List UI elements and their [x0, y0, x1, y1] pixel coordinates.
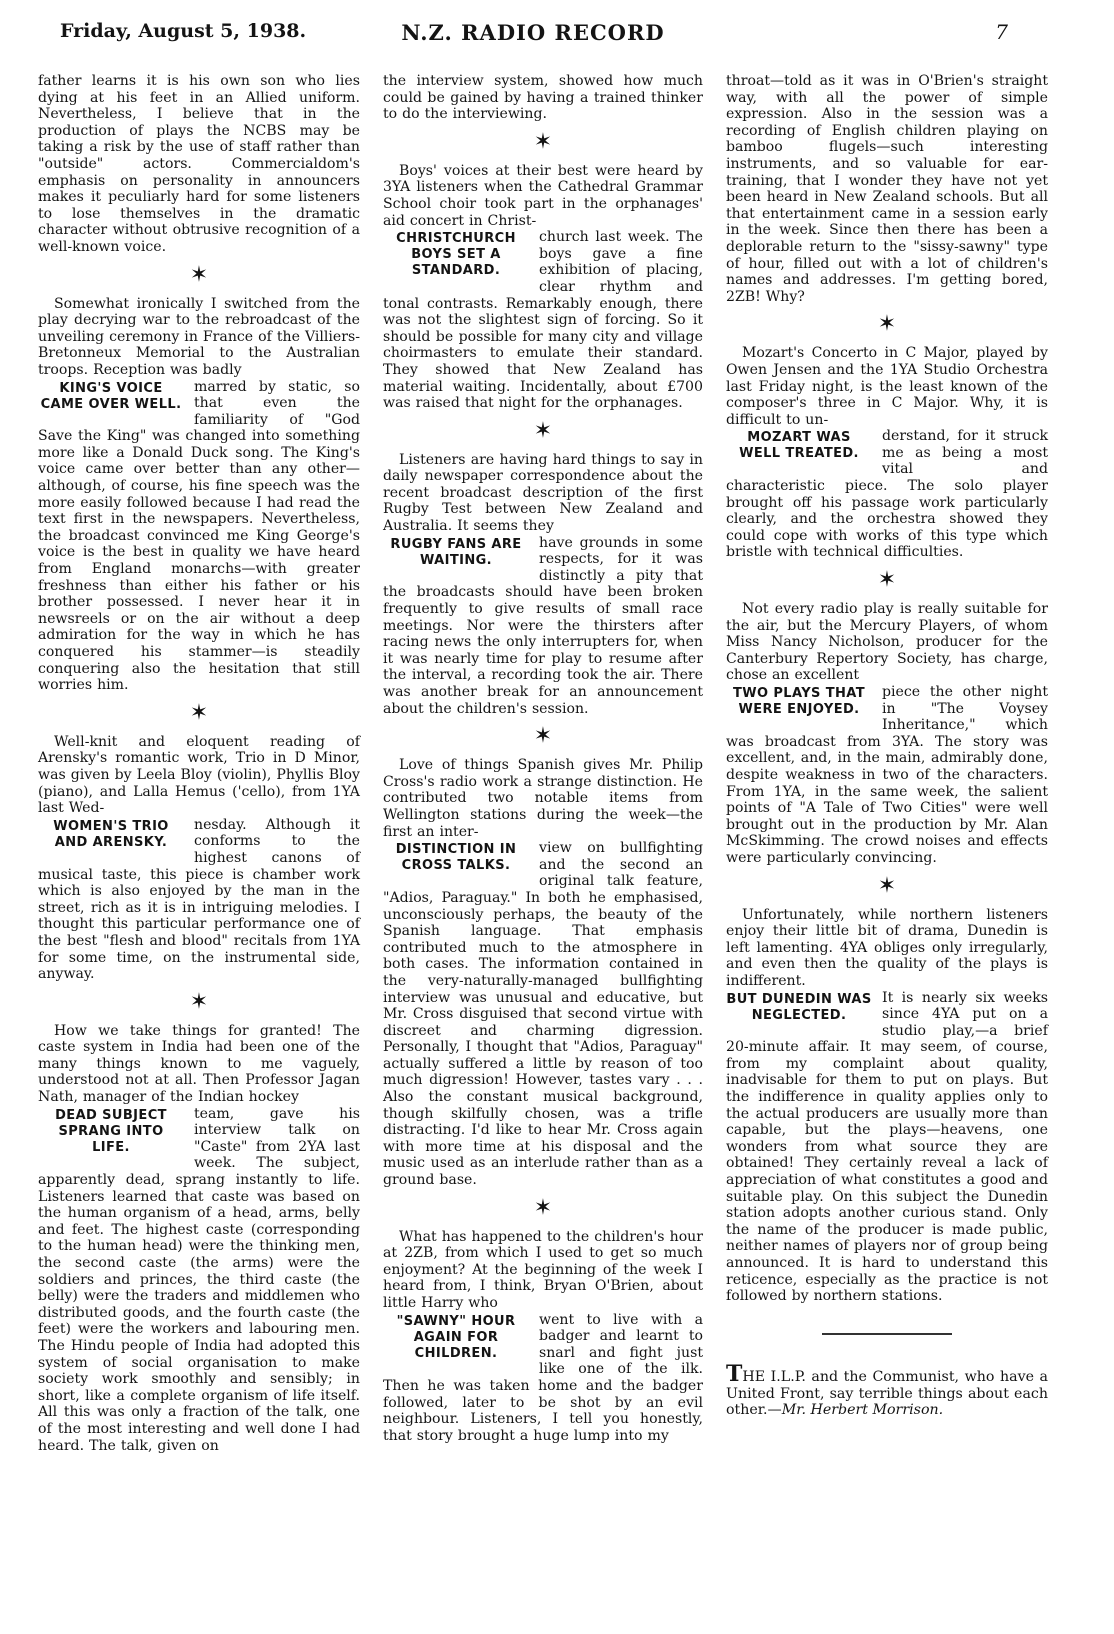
star-icon: ✶	[189, 700, 209, 726]
paragraph: Boys' voices at their best were heard by 3YA listeners when the Cathedral Grammar School choir took part in the orphanages' aid concert in Christ-	[383, 162, 703, 229]
rule-divider	[822, 1333, 952, 1336]
paragraph: have grounds in some respects, for it was distinctly a pity that the broadcasts should have been broken frequently to give results of small race meetings. Nor were the thirsters after racing news the only interrupters for, when it was nearly time for play to resume after the interval, a recording took the air. There was another break for an announcement about the children's session.	[383, 534, 703, 717]
side-heading: "SAWNY" HOUR AGAIN FOR CHILDREN.	[396, 1313, 516, 1361]
star-icon: ✶	[533, 129, 553, 155]
star-icon: ✶	[189, 989, 209, 1015]
paragraph: Not every radio play is really suitable for the air, but the Mercury Players, of whom Miss Nancy Nicholson, producer for the Canterbury Repertory Society, has charge, chose an excellent	[726, 601, 1048, 684]
page-number: 7	[995, 20, 1008, 44]
paragraph: throat—told as it was in O'Brien's straight way, with all the power of simple expression. Also in the session was a recording of English children playing on bamboo flugels—such interesting instruments, and so valuable for ear-training, that I wonder they have not yet been heard in New Zealand schools. But all that entertainment came in a session early in the week. Since then there has been a deplorable return to the "sissy-sawny" type of hour, filled out with a lot of children's names and addresses. I'm getting bored, 2ZB! Why?	[726, 73, 1048, 305]
star-divider	[726, 305, 1048, 345]
paragraph: It is nearly six weeks since 4YA put on a studio play,—a brief 20-minute affair. It may seem, of course, from my complaint about quality, inadvisable for them to put on plays. But the indifference in quality applies only to the actual producers are usually more than capable, but the plays—heavens, one wonders from what source they are obtained! They certainly reveal a lack of appreciation of what constitutes a good and suitable play. On this subject the Dunedin station adopts another curious stand. Only the name of the producer is made public, neither names of players nor of group being announced. It is hard to understand this reticence, especially as the practice is not followed by northern stations.	[726, 989, 1048, 1305]
star-divider	[726, 561, 1048, 601]
paragraph: What has happened to the children's hour at 2ZB, from which I used to get so much enjoyment? At the beginning of the week I heard from, I think, Bryan O'Brien, about little Harry who	[383, 1228, 703, 1311]
drop-cap: T	[726, 1360, 743, 1387]
side-heading: TWO PLAYS THAT WERE ENJOYED.	[733, 686, 865, 717]
side-heading: BUT DUNEDIN WAS NEGLECTED.	[726, 991, 872, 1023]
star-icon: ✶	[533, 418, 553, 444]
paragraph: Mozart's Concerto in C Major, played by Owen Jensen and the 1YA Studio Orchestra last Friday night, is the least known of the composer's three in C Major. Why, it is difficult to un-	[726, 345, 1048, 428]
side-heading: RUGBY FANS ARE WAITING.	[390, 536, 522, 568]
paragraph: the interview system, showed how much could be gained by having a trained thinker to do the interviewing.	[383, 73, 703, 123]
paragraph: Unfortunately, while northern listeners enjoy their little bit of drama, Dunedin is left lamenting. 4YA obliges only irregularly, and even then the quality of the plays is indifferent.	[726, 906, 1048, 989]
side-heading: WOMEN'S TRIO AND ARENSKY.	[53, 818, 169, 850]
star-divider	[38, 983, 360, 1023]
paragraph: derstand, for it struck me as being a most vital and characteristic piece. The solo player brought off his passage work particularly clearly, and the orchestra showed they could cope with works of this type which bristle with technical difficulties.	[726, 428, 1048, 561]
closing-quote	[726, 1360, 1048, 1419]
star-divider	[383, 412, 703, 452]
paragraph: Somewhat ironically I switched from the play decrying war to the rebroadcast of the unveiling ceremony in France of the Villiers-Bretonneux Memorial to the Australian troops. Reception was badly	[38, 295, 360, 378]
star-icon: ✶	[877, 311, 897, 337]
column-3-body	[726, 73, 1048, 1336]
star-icon: ✶	[877, 567, 897, 593]
paragraph: Listeners are having hard things to say in daily newspaper correspondence about the recent broadcast description of the first Rugby Test between New Zealand and Australia. It seems they	[383, 451, 703, 535]
page-header	[58, 20, 1008, 54]
star-icon: ✶	[189, 262, 209, 288]
star-divider	[726, 867, 1048, 907]
paragraph: father learns it is his own son who lies dying at his feet in an Allied uniform. Nevertheless, I believe that in the production of plays the NCBS may be taking a risk by the use of staff rather than "outside" actors. Commercialdom's emphasis on personality in announcers makes it peculiarly hard for some listeners to lose themselves in the dramatic character without obtrusive recognition of a well-known voice.	[38, 73, 360, 255]
paragraph: piece the other night in "The Voysey Inheritance," which was broadcast from 3YA. The story was excellent, and, in the main, admirably done, despite weakness in two of the characters. From 1YA, in the same week, the salient points of "A Tale of Two Cities" were well brought out in the production by Mr. Alan McSkimming. The crowd noises and effects were particularly convincing.	[726, 684, 1048, 866]
star-divider	[383, 123, 703, 163]
paragraph: How we take things for granted! The caste system in India had been one of the many things known to me vaguely, understood not at all. Then Professor Jagan Nath, manager of the Indian hockey	[38, 1022, 360, 1106]
column-3	[726, 73, 1048, 1419]
quote-text: HE I.L.P. and the Communist, who have a United Front, say terrible things about each other.—	[726, 1368, 1048, 1419]
paragraph: view on bullfighting and the second an original talk feature, "Adios, Paraguay." In both he emphasised, unconsciously perhaps, the beauty of the Spanish language. That emphasis contributed much to the atmosphere in both cases. The information contained in the very-naturally-managed bullfighting interview was unusual and educative, but Mr. Cross disguised that second virtue with discreet and charming digression. Personally, I thought that "Adios, Paraguay" actually suffered a little by reason of too much digression! However, tastes vary . . . Also the constant musical background, though skilfully chosen, was a trifle distracting. I'd like to hear Mr. Cross again with more time at his disposal and the music used as an interlude rather than as a ground base.	[383, 840, 703, 1189]
column-2	[383, 73, 703, 1444]
paragraph: Love of things Spanish gives Mr. Philip Cross's radio work a strange distinction. He contributed two notable items from Wellington stations during the week—the first an inter-	[383, 757, 703, 840]
paragraph: went to live with a badger and learnt to snarl and fight just like one of the ilk. Then he was taken home and the badger followed, later to be shot by an evil neighbour. Listeners, I tell you honestly, that story brought a huge lump into my	[383, 1311, 703, 1444]
masthead: N.Z. RADIO RECORD	[401, 20, 665, 45]
side-heading: DEAD SUBJECT SPRANG INTO LIFE.	[55, 1107, 167, 1155]
side-heading: KING'S VOICE CAME OVER WELL.	[40, 380, 182, 412]
paragraph: church last week. The boys gave a fine exhibition of placing, clear rhythm and tonal contrasts. Remarkably enough, there was not the slightest sign of forcing. So it should be possible for many city and village choirmasters to emulate their standard. They showed that New Zealand has material waiting. Incidentally, about £700 was raised that night for the orphanages.	[383, 229, 703, 412]
side-heading: CHRISTCHURCH BOYS SET A STANDARD.	[396, 231, 516, 279]
star-icon: ✶	[877, 873, 897, 899]
star-icon: ✶	[533, 723, 553, 749]
quote-author: Mr. Herbert Morrison.	[781, 1402, 944, 1419]
paragraph: nesday. Although it conforms to the highest canons of musical taste, this piece is chamber work which is also enjoyed by the man in the street, rich as it is in intriguing melodies. I thought this particular performance one of the best "flesh and blood" recitals from 1YA for some time, on the instrumental side, anyway.	[38, 816, 360, 983]
paragraph: marred by static, so that even the familiarity of "God Save the King" was changed into something more like a Donald Duck song. The King's voice came over better than any other—although, of course, his fine speech was the more easily followed because I had read the text first in the newspapers. Nevertheless, the broadcast convinced me King George's voice is the best in quality we have heard from England monarchs—with greater freshness than either his father or his brother possessed. I never hear it in newsreels or on the air without a deep admiration for the way in which he has conquered his stammer—is steadily conquering also the hesitation that still worries him.	[38, 378, 360, 694]
paragraph: Well-knit and eloquent reading of Arensky's romantic work, Trio in D Minor, was given by Leela Bloy (violin), Phyllis Bloy (piano), and Lalla Hemus ('cello), from 1YA last Wed-	[38, 733, 360, 817]
column-1	[38, 73, 360, 1454]
side-heading: MOZART WAS WELL TREATED.	[739, 430, 859, 462]
star-icon: ✶	[533, 1195, 553, 1221]
star-divider	[383, 717, 703, 757]
star-divider	[38, 694, 360, 734]
side-heading: DISTINCTION IN CROSS TALKS.	[395, 842, 517, 874]
star-divider	[383, 1189, 703, 1229]
star-divider	[38, 256, 360, 296]
issue-date: Friday, August 5, 1938.	[60, 20, 307, 42]
paragraph: team, gave his interview talk on "Caste" from 2YA last week. The subject, apparently dead, sprang instantly to life. Listeners learned that caste was based on the human organism of a head, arms, belly and feet. The highest caste (corresponding to the human head) were the thinking men, the second caste (the arms) were the soldiers and princes, the third caste (the belly) were the traders and middlemen who distributed goods, and the fourth caste (the feet) were the workers and labouring men. The Hindu people of India had adopted this system of social organisation to make society work smoothly and sensibly; in short, like a complete organism of life itself. All this was only a fraction of the talk, one of the most interesting and well done I had heard. The talk, given on	[38, 1105, 360, 1454]
